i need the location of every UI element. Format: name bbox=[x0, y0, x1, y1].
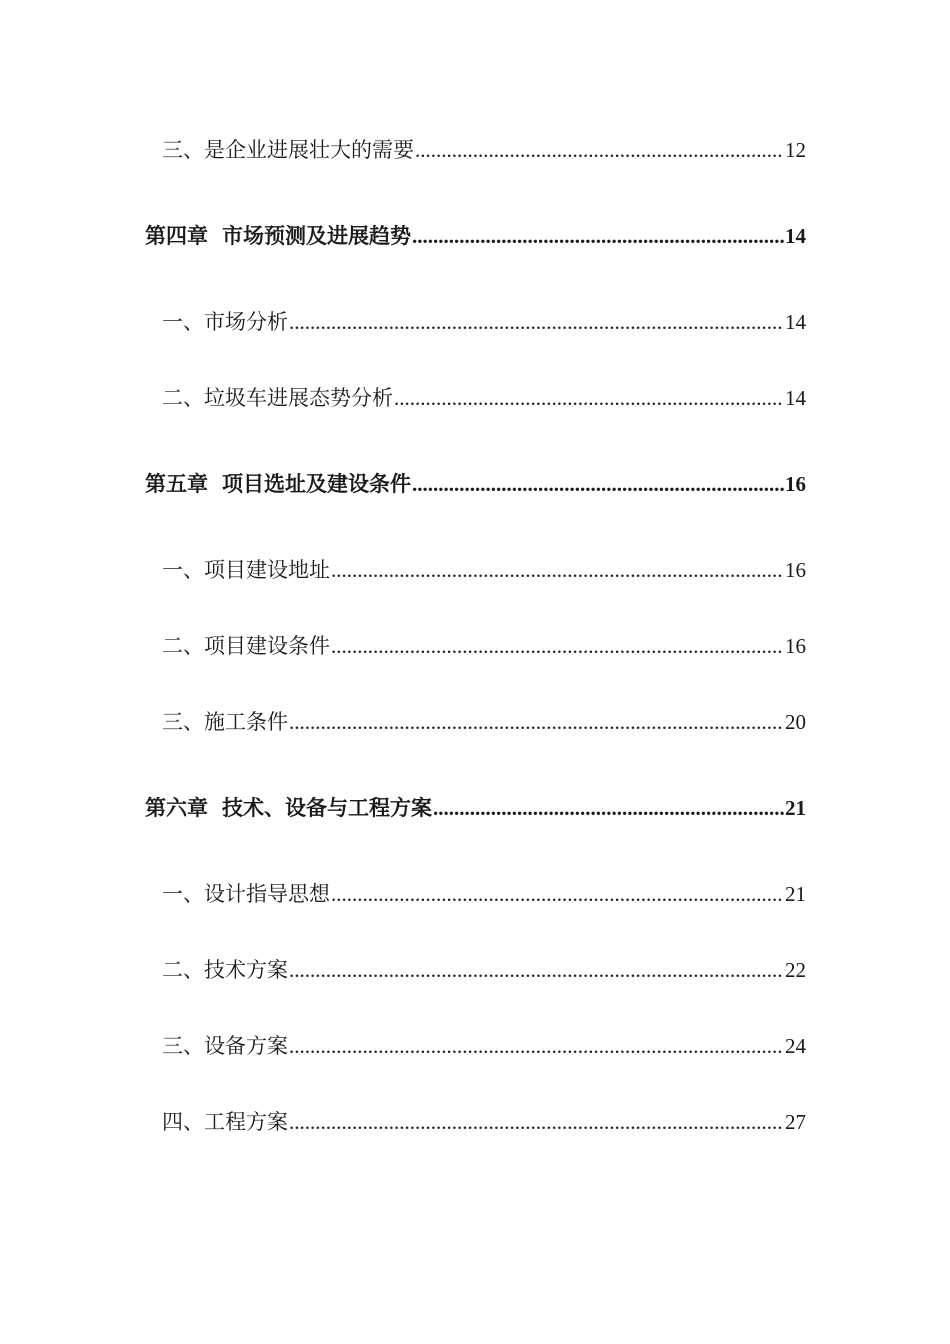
toc-entry-label: 三、是企业进展壮大的需要 bbox=[162, 138, 414, 162]
toc-entry[interactable] bbox=[162, 1107, 806, 1137]
toc-entry-label: 二、技术方案 bbox=[162, 958, 288, 982]
toc-page-number: 14 bbox=[785, 224, 806, 248]
toc-page-number: 24 bbox=[785, 1034, 806, 1058]
toc-entry-label: 三、施工条件 bbox=[162, 710, 288, 734]
toc-leader-dots bbox=[415, 135, 784, 165]
toc-entry-label: 一、项目建设地址 bbox=[162, 558, 330, 582]
toc-page-number: 22 bbox=[785, 958, 806, 982]
toc-page-number: 20 bbox=[785, 710, 806, 734]
toc-leader-dots bbox=[289, 1031, 784, 1061]
toc-entry[interactable] bbox=[162, 707, 806, 737]
toc-entry[interactable] bbox=[162, 955, 806, 985]
toc-chapter-label bbox=[145, 793, 432, 823]
toc-chapter-entry[interactable] bbox=[145, 469, 806, 499]
toc-leader-dots bbox=[412, 469, 784, 499]
toc-chapter-number: 第四章 bbox=[145, 224, 208, 248]
toc-entry[interactable] bbox=[162, 383, 806, 413]
toc-leader-dots bbox=[289, 307, 784, 337]
toc-page-number: 16 bbox=[785, 472, 806, 496]
toc-leader-dots bbox=[331, 631, 784, 661]
toc-chapter-entry[interactable] bbox=[145, 793, 806, 823]
toc-page-number: 14 bbox=[785, 310, 806, 334]
toc-page-number: 16 bbox=[785, 558, 806, 582]
toc-leader-dots bbox=[394, 383, 784, 413]
toc-entry[interactable] bbox=[162, 135, 806, 165]
toc-entry-label: 四、工程方案 bbox=[162, 1110, 288, 1134]
toc-entry[interactable] bbox=[162, 555, 806, 585]
toc-entry-label: 二、垃圾车进展态势分析 bbox=[162, 386, 393, 410]
toc-page-number: 21 bbox=[785, 796, 806, 820]
toc-chapter-title: 市场预测及进展趋势 bbox=[222, 224, 411, 248]
toc-chapter-title: 技术、设备与工程方案 bbox=[222, 796, 432, 820]
toc-chapter-title: 项目选址及建设条件 bbox=[222, 472, 411, 496]
toc-chapter-number: 第五章 bbox=[145, 472, 208, 496]
toc-leader-dots bbox=[289, 955, 784, 985]
toc-entry-label: 三、设备方案 bbox=[162, 1034, 288, 1058]
toc-page-number: 27 bbox=[785, 1110, 806, 1134]
toc-entry-label: 一、市场分析 bbox=[162, 310, 288, 334]
toc-entry-label: 一、设计指导思想 bbox=[162, 882, 330, 906]
toc-page-number: 21 bbox=[785, 882, 806, 906]
toc-chapter-label bbox=[145, 221, 411, 251]
toc-chapter-label bbox=[145, 469, 411, 499]
toc-chapter-entry[interactable] bbox=[145, 221, 806, 251]
toc-page-number: 14 bbox=[785, 386, 806, 410]
toc-leader-dots bbox=[433, 793, 784, 823]
toc-leader-dots bbox=[412, 221, 784, 251]
toc-leader-dots bbox=[331, 555, 784, 585]
toc-entry[interactable] bbox=[162, 879, 806, 909]
toc-entry[interactable] bbox=[162, 631, 806, 661]
toc-chapter-number: 第六章 bbox=[145, 796, 208, 820]
toc-entry-label: 二、项目建设条件 bbox=[162, 634, 330, 658]
toc-leader-dots bbox=[289, 707, 784, 737]
toc-entry[interactable] bbox=[162, 1031, 806, 1061]
toc-entry[interactable] bbox=[162, 307, 806, 337]
toc-leader-dots bbox=[289, 1107, 784, 1137]
toc-page-number: 12 bbox=[785, 138, 806, 162]
toc-page-number: 16 bbox=[785, 634, 806, 658]
toc-leader-dots bbox=[331, 879, 784, 909]
